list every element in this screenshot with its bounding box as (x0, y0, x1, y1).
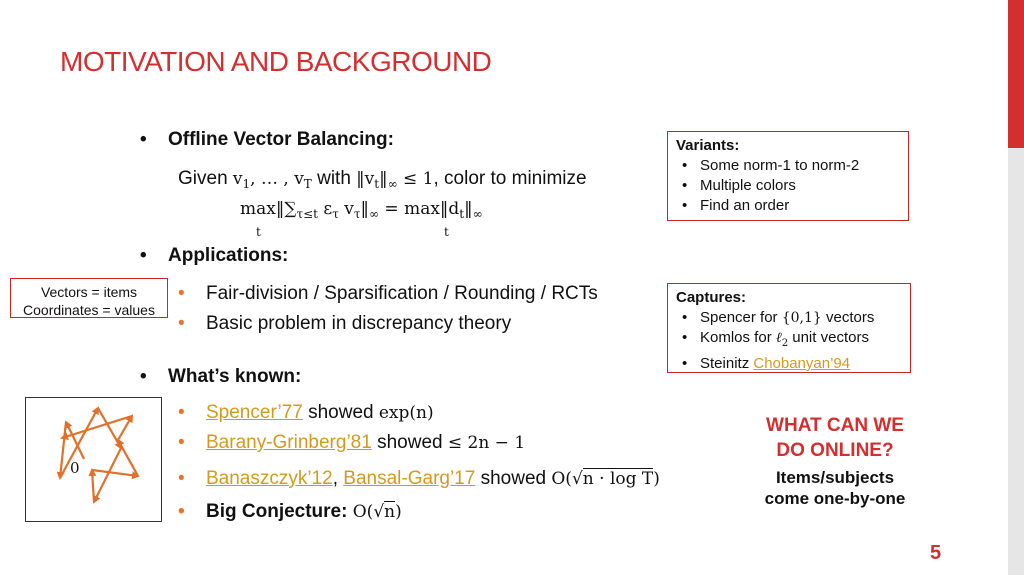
offline-given-line (178, 168, 587, 191)
page-number: 5 (930, 542, 942, 564)
captures-spencer-math: {0,1} (781, 310, 822, 326)
bana-text: showed (475, 468, 552, 489)
obj-v-sub: τ (353, 207, 361, 221)
math-v: v (232, 169, 243, 189)
vector-walk-diagram (26, 398, 160, 520)
online-question-line-1: WHAT CAN WE (766, 415, 904, 436)
known-item-banaszczyk: • Banaszczyk’12, Bansal-Garg’17 showed O(√n · log T) (178, 468, 660, 489)
applications-item-2: • Basic problem in discrepancy theory (178, 313, 512, 334)
max-sub-t-2: t (444, 225, 449, 239)
legend-box (10, 278, 168, 318)
variants-item: • Some norm-1 to norm-2 (676, 156, 900, 176)
with-word: with (311, 168, 357, 189)
conjecture-label: Big Conjecture (206, 501, 342, 522)
math-dots: , … , v (250, 169, 304, 189)
link-banaszczyk12[interactable]: Banaszczyk’12 (206, 468, 333, 489)
math-norm-sub: t (374, 177, 380, 191)
obj-eps-sub: τ (332, 207, 339, 221)
walk-arrow (98, 408, 121, 448)
link-spencer77[interactable]: Spencer’77 (206, 402, 303, 423)
online-note-line-1: Items/subjects (775, 468, 895, 487)
offline-rest: , color to minimize (433, 168, 587, 189)
math-sub-T: T (303, 177, 312, 191)
captures-komlos-pre: Komlos for (700, 329, 776, 346)
captures-spencer-pre: Spencer for (700, 309, 782, 326)
captures-komlos-sub: 2 (781, 338, 789, 349)
link-chobanyan94[interactable]: Chobanyan’94 (753, 355, 851, 372)
obj-max-sub-2 (444, 216, 449, 239)
variants-box (667, 131, 909, 221)
known-item-conjecture: • Big Conjecture: O(√n) (178, 501, 402, 522)
legend-line-1: Vectors = items (40, 284, 138, 300)
known-item-barany: • Barany-Grinberg’81 showed ≤ 2n − 1 (178, 432, 526, 453)
accent-bar-red (1008, 0, 1024, 148)
bana-math-inner: n · log T (582, 469, 654, 489)
walk-arrow (118, 440, 138, 476)
obj-inf-2: ∞ (472, 207, 483, 221)
obj-inf: ∞ (369, 207, 380, 221)
variants-item: • Multiple colors (676, 176, 900, 196)
known-item-spencer: • Spencer’77 showed exp(n) (178, 402, 434, 423)
variants-heading: Variants: (676, 137, 740, 154)
spencer-math: exp(n) (378, 403, 434, 423)
captures-steinitz-pre: Steinitz (700, 355, 754, 372)
captures-item-komlos (676, 328, 902, 354)
walk-arrow (92, 470, 138, 476)
obj-d-sub: t (459, 207, 465, 221)
online-note (740, 467, 930, 509)
bana-math-close: ) (653, 469, 660, 489)
legend-line-2: Coordinates = values (23, 302, 155, 318)
captures-komlos-math: ℓ (775, 330, 782, 346)
conjecture-colon: : (341, 501, 353, 522)
walk-arrow (94, 448, 121, 502)
captures-spencer-post: vectors (821, 309, 875, 326)
applications-heading: Applications: (168, 245, 289, 266)
variants-list (676, 156, 900, 216)
conj-math-inner: n (384, 502, 396, 522)
known-heading: What’s known: (168, 366, 302, 387)
link-bansal-garg17[interactable]: Bansal-Garg’17 (343, 468, 476, 489)
walk-arrow (92, 470, 94, 502)
obj-close-2: ‖ (464, 199, 473, 219)
walk-origin-label: 0 (70, 459, 80, 477)
applications-item-1: • Fair-division / Sparsification / Rounding / RCTs (178, 283, 598, 304)
offline-heading: Offline Vector Balancing: (168, 129, 394, 150)
obj-eps: ε (318, 199, 333, 219)
math-leq: ≤ 1 (397, 169, 434, 189)
variants-item: • Find an order (676, 196, 900, 216)
conj-math-close: ) (395, 502, 402, 522)
applications-item-2-text: Basic problem in discrepancy theory (206, 313, 512, 334)
captures-komlos-post: unit vectors (788, 329, 869, 346)
online-question (740, 413, 930, 463)
comma: , (332, 468, 344, 489)
online-note-line-2: come one-by-one (764, 489, 906, 508)
bullet-offline: • Offline Vector Balancing: (140, 129, 394, 150)
bullet-applications: • Applications: (140, 245, 289, 266)
bullet-known: • What’s known: (140, 366, 302, 387)
spencer-text: showed (302, 402, 379, 423)
obj-eq: = max‖d (379, 199, 460, 219)
obj-sum-sub: τ≤t (296, 207, 318, 221)
conj-math-open: O( (352, 502, 374, 522)
slide-title: MOTIVATION AND BACKGROUND (60, 46, 492, 77)
obj-max-sub-1 (256, 216, 261, 239)
math-inf: ∞ (387, 177, 398, 191)
applications-item-1-text: Fair-division / Sparsification / Rounding / RCTs (206, 283, 598, 304)
captures-list (676, 308, 902, 374)
obj-v: v (338, 199, 354, 219)
given-word: Given (178, 168, 233, 189)
captures-item-steinitz (676, 354, 902, 374)
captures-heading: Captures: (676, 289, 747, 306)
link-barany-grinberg81[interactable]: Barany-Grinberg’81 (206, 432, 372, 453)
captures-item-spencer (676, 308, 902, 328)
barany-text: showed (371, 432, 448, 453)
bana-math-sqrt: √ (571, 469, 583, 489)
math-norm-end: ‖ (379, 169, 388, 189)
accent-bar-grey (1008, 148, 1024, 575)
obj-max-left: max‖∑ (240, 199, 297, 219)
captures-box (667, 283, 911, 373)
barany-math: ≤ 2n − 1 (447, 433, 526, 453)
vector-walk-figure (25, 397, 162, 522)
obj-close: ‖ (360, 199, 370, 219)
math-sub-1: 1 (242, 177, 251, 191)
math-norm: ‖v (356, 169, 375, 189)
conj-math-sqrt: √ (373, 502, 385, 522)
bana-math-open: O( (551, 469, 572, 489)
online-question-line-2: DO ONLINE? (776, 440, 894, 461)
max-sub-t-1: t (256, 225, 261, 239)
